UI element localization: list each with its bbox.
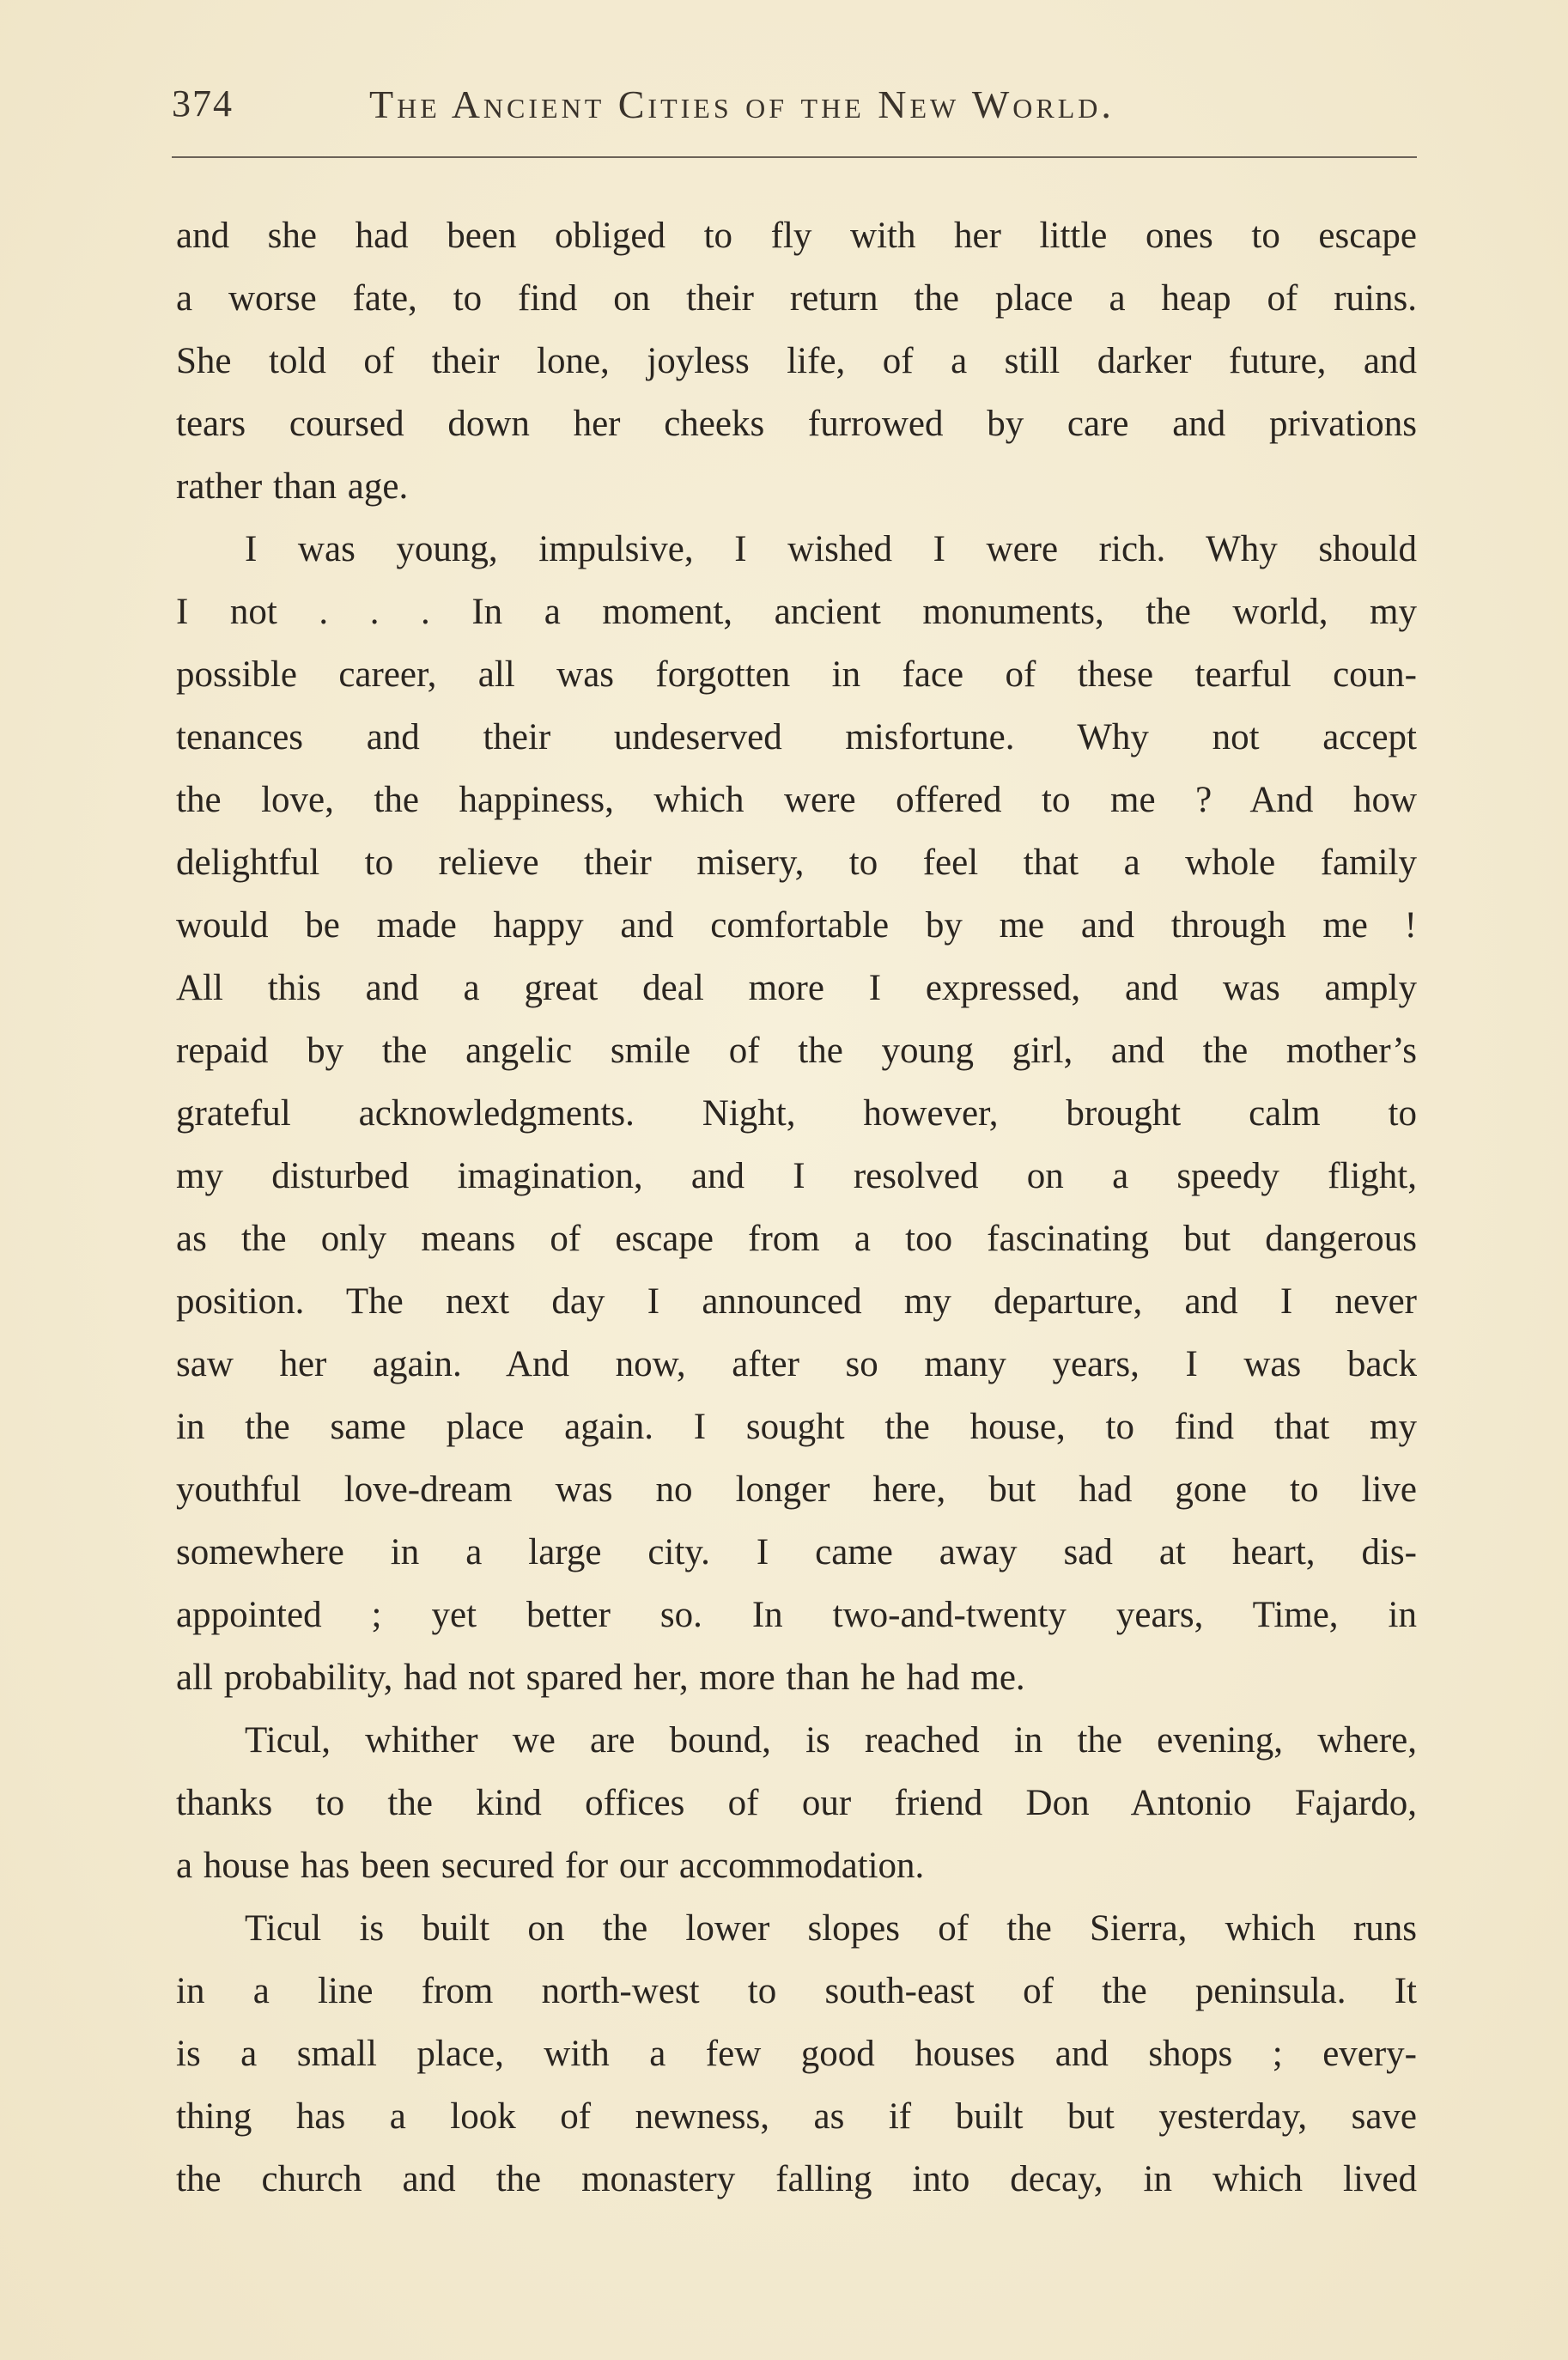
text-line: delightful to relieve their misery, to feel that a whole family bbox=[176, 842, 1417, 883]
text-line: She told of their lone, joyless life, of a still darker future, and bbox=[176, 341, 1417, 381]
text-line: I not . . . In a moment, ancient monuments, the world, my bbox=[176, 592, 1417, 632]
text-line: in a line from north-west to south-east of the peninsula. It bbox=[176, 1971, 1417, 2011]
text-line: thanks to the kind offices of our friend Don Antonio Fajardo, bbox=[176, 1783, 1417, 1823]
text-line: youthful love-dream was no longer here, but had gone to live bbox=[176, 1469, 1417, 1510]
text-line: saw her again. And now, after so many years, I was back bbox=[176, 1344, 1417, 1384]
text-line: Ticul is built on the lower slopes of the Sierra, which runs bbox=[245, 1908, 1417, 1949]
text-line: and she had been obliged to fly with her little ones to escape bbox=[176, 216, 1417, 256]
text-line: Ticul, whither we are bound, is reached in the evening, where, bbox=[245, 1720, 1417, 1761]
running-head bbox=[172, 82, 1417, 142]
text-line: as the only means of escape from a too fascinating but dangerous bbox=[176, 1219, 1417, 1259]
text-line: I was young, impulsive, I wished I were rich. Why should bbox=[245, 529, 1417, 569]
text-line: appointed ; yet better so. In two-and-twenty years, Time, in bbox=[176, 1595, 1417, 1635]
text-line: my disturbed imagination, and I resolved on a speedy flight, bbox=[176, 1156, 1417, 1196]
text-line: tenances and their undeserved misfortune. Why not accept bbox=[176, 717, 1417, 757]
text-line: tears coursed down her cheeks furrowed by care and privations bbox=[176, 404, 1417, 444]
text-line: possible career, all was forgotten in face of these tearful coun- bbox=[176, 654, 1417, 695]
text-line: thing has a look of newness, as if built but yesterday, save bbox=[176, 2096, 1417, 2137]
body-text bbox=[176, 204, 1417, 2211]
text-line: a house has been secured for our accommodation. bbox=[176, 1846, 925, 1886]
text-line: position. The next day I announced my departure, and I never bbox=[176, 1281, 1417, 1322]
text-line: the church and the monastery falling into decay, in which lived bbox=[176, 2159, 1417, 2199]
text-line: all probability, had not spared her, more than he had me. bbox=[176, 1657, 1025, 1698]
text-line: would be made happy and comfortable by me and through me ! bbox=[176, 905, 1417, 946]
text-line: grateful acknowledgments. Night, however, brought calm to bbox=[176, 1093, 1417, 1134]
running-title: The Ancient Cities of the New World. bbox=[369, 82, 1115, 126]
text-line: the love, the happiness, which were offered to me ? And how bbox=[176, 780, 1417, 820]
text-line: in the same place again. I sought the house, to find that my bbox=[176, 1407, 1417, 1447]
text-line: is a small place, with a few good houses and shops ; every- bbox=[176, 2034, 1417, 2074]
text-line: All this and a great deal more I expressed, and was amply bbox=[176, 968, 1417, 1008]
text-line: repaid by the angelic smile of the young girl, and the mother’s bbox=[176, 1031, 1417, 1071]
text-line: a worse fate, to find on their return the place a heap of ruins. bbox=[176, 278, 1417, 319]
header-rule bbox=[172, 156, 1417, 158]
page-number: 374 bbox=[172, 82, 234, 125]
text-line: somewhere in a large city. I came away sad at heart, dis- bbox=[176, 1532, 1417, 1572]
text-line: rather than age. bbox=[176, 466, 409, 507]
